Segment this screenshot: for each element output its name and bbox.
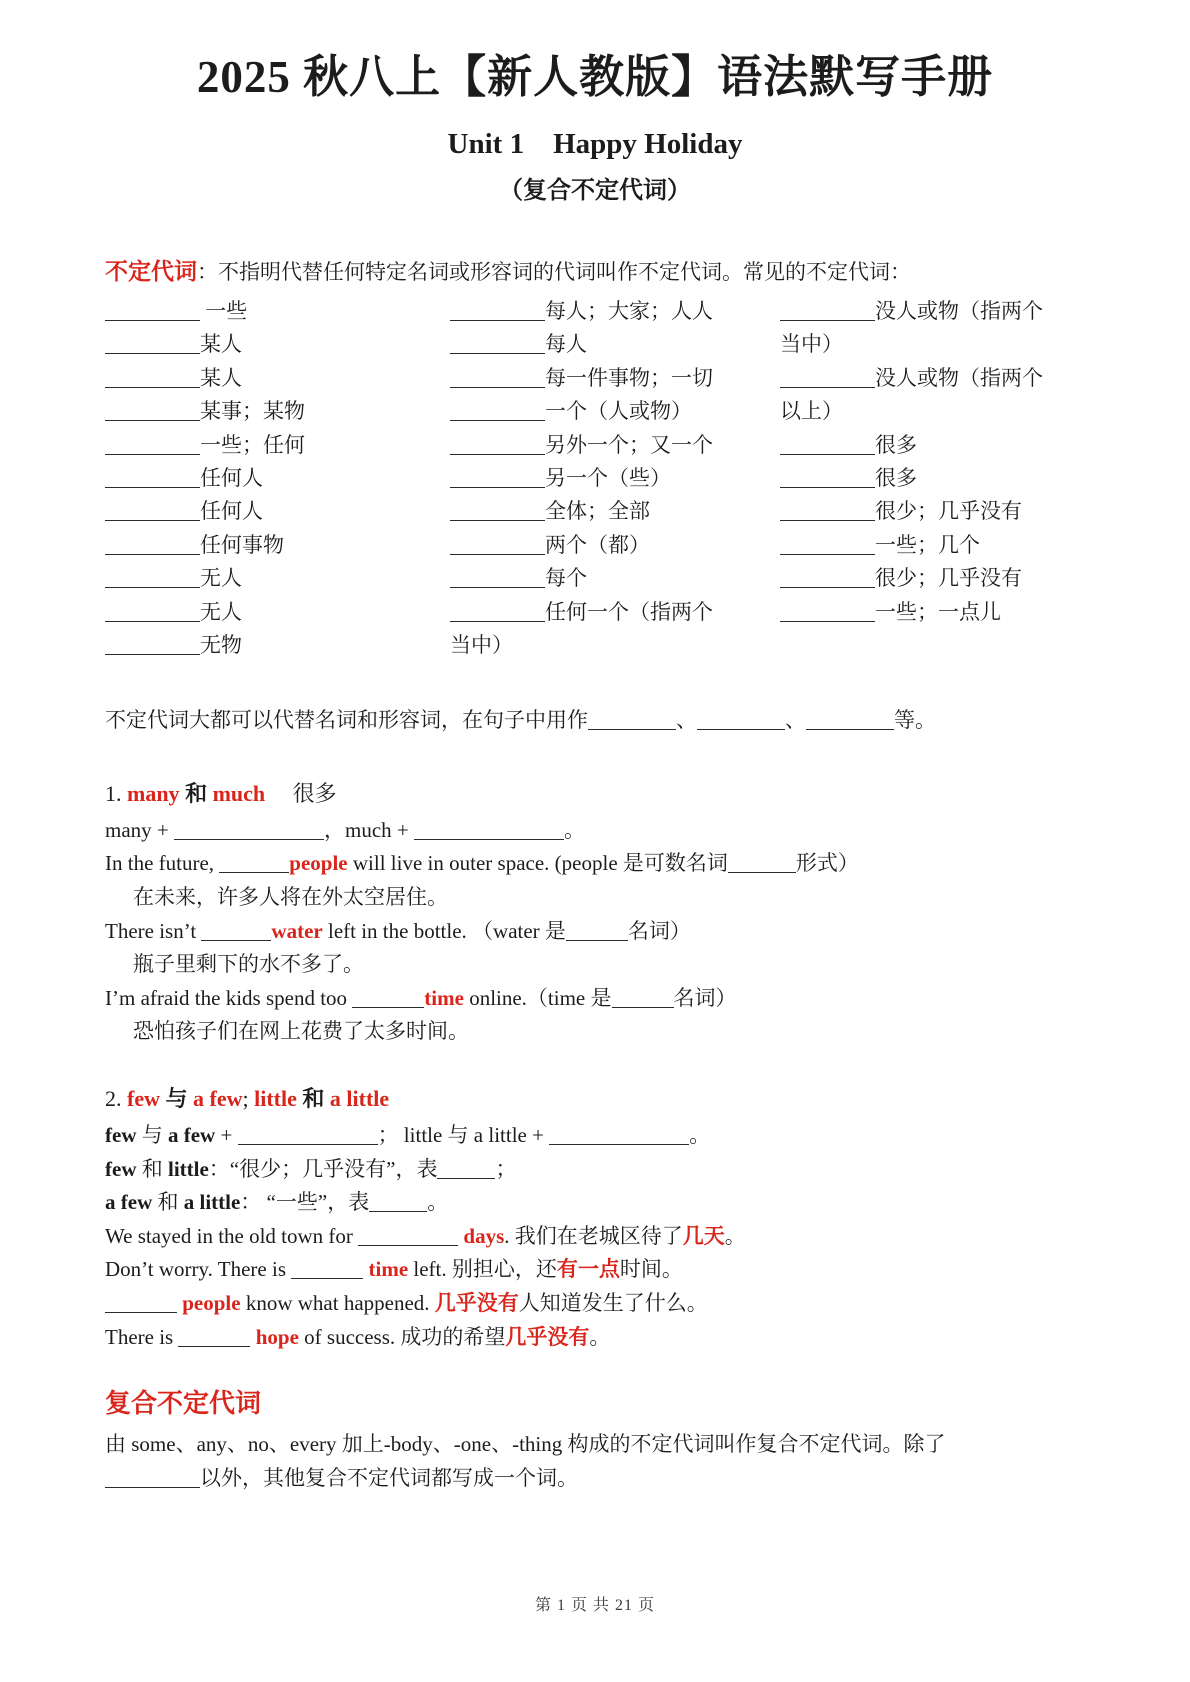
- text-run: 名词）: [673, 985, 737, 1010]
- pronoun-row: [450, 362, 780, 395]
- text-run: will live in outer space. (people 是可数名词: [347, 851, 728, 876]
- text-run: ；: [495, 1156, 517, 1181]
- page-footer: 第 1 页 共 21 页: [534, 1597, 655, 1614]
- blank-line: [105, 1311, 177, 1313]
- highlighted-word: water: [271, 918, 323, 943]
- pronoun-row: [780, 362, 1085, 395]
- highlighted-word: little: [254, 1086, 297, 1112]
- blank-line: [450, 453, 545, 455]
- blank-line: [219, 871, 289, 873]
- text-run: 人知道发生了什么。: [518, 1291, 708, 1316]
- blank-line: [105, 519, 200, 521]
- pronoun-meaning-label: 全体；全部: [545, 499, 650, 524]
- blank-line: [549, 1143, 689, 1145]
- text-run: a few: [167, 1123, 216, 1148]
- text-run: ： “一些”，表: [240, 1190, 370, 1215]
- text-run: 形式）: [795, 851, 859, 876]
- translation-line: [105, 881, 1085, 915]
- blank-line: [806, 728, 894, 730]
- pronoun-table: [105, 295, 1085, 662]
- text-run: 由 some、any、no、every 加上-body、-one、-thing 构成的不定代词叫作复合不定代词。除了: [105, 1432, 946, 1457]
- pronoun-meaning-label: 很多: [875, 465, 917, 490]
- pronoun-meaning-label: 任何人: [200, 465, 263, 490]
- text-run: +: [215, 1123, 238, 1148]
- blank-line: [369, 1210, 427, 1212]
- blank-line: [780, 519, 875, 521]
- pronoun-meaning-label: 以上）: [780, 399, 843, 424]
- pronoun-row: [105, 362, 450, 395]
- pronoun-row: [450, 462, 780, 495]
- text-run: . 我们在老城区待了: [504, 1223, 683, 1248]
- blank-line: [612, 1006, 674, 1008]
- text-run: 和: [152, 1190, 184, 1215]
- text-run: There isn’t: [105, 918, 202, 943]
- pronoun-meaning-label: 一个（人或物）: [545, 399, 692, 424]
- example-sentence: [105, 1220, 1085, 1254]
- blank-line: [105, 553, 200, 555]
- blank-line: [238, 1143, 378, 1145]
- pronoun-row: [105, 462, 450, 495]
- pronoun-meaning-label: 每人: [545, 332, 587, 357]
- pronoun-meaning-label: 没人或物（指两个: [875, 365, 1043, 390]
- pronoun-row: [105, 495, 450, 528]
- highlighted-word: 几乎没有: [505, 1324, 590, 1349]
- text-run: few: [105, 1123, 137, 1148]
- example-sentence: [105, 1287, 1085, 1321]
- blank-line: [105, 653, 200, 655]
- pronoun-row: [105, 596, 450, 629]
- pronoun-meaning-label: 一些；几个: [875, 532, 980, 557]
- text-run: There is: [105, 1324, 179, 1349]
- pronoun-meaning-label: 一些；一点儿: [875, 599, 1001, 624]
- text-run: I’m afraid the kids spend too: [105, 985, 353, 1010]
- blank-line: [450, 553, 545, 555]
- blank-line: [105, 453, 200, 455]
- pronoun-row: [450, 395, 780, 428]
- pronoun-column-3: [780, 295, 1085, 662]
- pronoun-row: [780, 328, 1085, 361]
- blank-line: [450, 586, 545, 588]
- example-sentence: [105, 1321, 1085, 1355]
- pronoun-row: [105, 629, 450, 662]
- highlighted-word: time: [368, 1257, 409, 1282]
- highlighted-word: a little: [329, 1086, 390, 1112]
- text-run: 。: [589, 1324, 611, 1349]
- pronoun-meaning-label: 很少；几乎没有: [875, 566, 1022, 591]
- text-run: 2.: [105, 1086, 127, 1112]
- pronoun-column-1: [105, 295, 450, 662]
- pronoun-meaning-label: 无物: [200, 632, 242, 657]
- example-sentence: [105, 982, 1085, 1016]
- pronoun-row: [450, 562, 780, 595]
- text-run: We stayed in the old town for: [105, 1223, 359, 1248]
- blank-line: [728, 871, 796, 873]
- pronoun-meaning-label: 任何人: [200, 499, 263, 524]
- blank-line: [450, 519, 545, 521]
- text-run: ； little 与 a little +: [377, 1123, 550, 1148]
- pronoun-meaning-label: 两个（都）: [545, 532, 650, 557]
- text-run: 恐怕孩子们在网上花费了太多时间。: [133, 1019, 469, 1044]
- grammar-rule-line: [105, 1153, 1085, 1187]
- text-run: of success. 成功的希望: [298, 1324, 506, 1349]
- text-run: left in the bottle. （water 是: [322, 918, 566, 943]
- highlighted-word: 几天: [682, 1223, 725, 1248]
- pronoun-meaning-label: 每个: [545, 566, 587, 591]
- highlighted-word: much: [212, 780, 266, 806]
- pronoun-meaning-label: 另外一个；又一个: [545, 432, 713, 457]
- blank-line: [780, 319, 875, 321]
- text-run: In the future,: [105, 851, 220, 876]
- blank-line: [450, 352, 545, 354]
- highlighted-word: time: [424, 985, 464, 1010]
- pronoun-row: [450, 295, 780, 328]
- pronoun-meaning-label: 一些；任何: [200, 432, 305, 457]
- summary-line: [105, 704, 1085, 738]
- pronoun-row: [450, 328, 780, 361]
- pronoun-row: [780, 395, 1085, 428]
- intro-paragraph: [105, 254, 1085, 289]
- pronoun-row: [780, 462, 1085, 495]
- example-sentence: [105, 915, 1085, 949]
- text-run: 。: [724, 1223, 746, 1248]
- pronoun-meaning-label: 没人或物（指两个: [875, 299, 1043, 323]
- pronoun-row: [780, 295, 1085, 328]
- pronoun-row: [450, 495, 780, 528]
- blank-line: [450, 319, 545, 321]
- text-run: 很多: [265, 780, 337, 806]
- translation-line: [105, 948, 1085, 982]
- blank-line: [450, 386, 545, 388]
- grammar-rule-line: [105, 1186, 1085, 1220]
- intro-text: ：不指明代替任何特定名词或形容词的代词叫作不定代词。常见的不定代词：: [197, 260, 911, 284]
- text-run: 瓶子里剩下的水不多了。: [133, 952, 364, 977]
- pronoun-row: [105, 529, 450, 562]
- translation-line: [105, 1015, 1085, 1049]
- document-title: 2025 秋八上【新人教版】语法默写手册: [196, 52, 994, 102]
- pronoun-meaning-label: 某事；某物: [200, 399, 305, 424]
- blank-line: [450, 620, 545, 622]
- pronoun-meaning-label: 很少；几乎没有: [875, 499, 1022, 524]
- blank-line: [780, 486, 875, 488]
- highlighted-word: a few: [193, 1086, 243, 1112]
- pronoun-row: [450, 429, 780, 462]
- pronoun-row: [105, 328, 450, 361]
- pronoun-meaning-label: 当中）: [450, 632, 513, 657]
- text-run: 。: [689, 1123, 711, 1148]
- blank-line: [105, 419, 200, 421]
- text-run: know what happened.: [240, 1291, 435, 1316]
- highlighted-word: few: [127, 1086, 160, 1112]
- blank-line: [105, 386, 200, 388]
- pronoun-meaning-label: 无人: [200, 566, 242, 591]
- pronoun-meaning-label: 无人: [200, 599, 242, 624]
- pronoun-meaning-label: 很多: [875, 432, 917, 457]
- blank-line: [780, 553, 875, 555]
- text-run: few: [105, 1156, 137, 1181]
- section-2-heading: [105, 1081, 1085, 1117]
- text-run: 在未来，许多人将在外太空居住。: [133, 885, 448, 910]
- blank-line: [697, 728, 785, 730]
- blank-line: [450, 419, 545, 421]
- blank-line: [358, 1244, 458, 1246]
- highlighted-word: days: [463, 1223, 505, 1248]
- section-many-much: [105, 776, 1085, 1049]
- text-run: 名词）: [627, 918, 691, 943]
- blank-line: [105, 620, 200, 622]
- text-run: Don’t worry. There is: [105, 1257, 292, 1282]
- text-run: 。: [427, 1190, 449, 1215]
- section-few-little: [105, 1081, 1085, 1354]
- text-run: ，much +: [324, 817, 414, 842]
- text-run: ;: [242, 1086, 255, 1112]
- section-3-heading: 复合不定代词: [105, 1388, 262, 1419]
- pronoun-column-2: [450, 295, 780, 662]
- blank-line: [105, 1486, 200, 1488]
- pronoun-row: [105, 395, 450, 428]
- blank-line: [780, 386, 875, 388]
- pronoun-row: [105, 562, 450, 595]
- blank-line: [178, 1345, 250, 1347]
- blank-line: [450, 486, 545, 488]
- blank-line: [105, 486, 200, 488]
- pronoun-meaning-label: 任何事物: [200, 532, 284, 557]
- pronoun-meaning-label: 当中）: [780, 332, 843, 357]
- text-run: 和: [179, 780, 213, 806]
- intro-lead: 不定代词: [105, 258, 197, 284]
- rule-paragraph-line: [105, 1462, 1085, 1496]
- blank-line: [437, 1177, 495, 1179]
- text-run: 和: [136, 1156, 168, 1181]
- section-1-heading: [105, 776, 1085, 812]
- pronoun-meaning-label: 任何一个（指两个: [545, 599, 713, 624]
- blank-line: [174, 838, 324, 840]
- pronoun-row: [780, 562, 1085, 595]
- text-run: left. 别担心，还: [408, 1257, 557, 1282]
- pronoun-row: [105, 429, 450, 462]
- pronoun-row: [450, 629, 780, 662]
- text-run: a few: [105, 1190, 153, 1215]
- text-run: 以外，其他复合不定代词都写成一个词。: [200, 1465, 578, 1490]
- blank-line: [291, 1277, 363, 1279]
- section-compound-pronouns: [105, 1384, 1085, 1495]
- pronoun-meaning-label: 一些: [200, 299, 248, 323]
- blank-line: [588, 728, 676, 730]
- pronoun-row: [780, 495, 1085, 528]
- blank-line: [780, 620, 875, 622]
- highlighted-word: 几乎没有: [434, 1291, 519, 1316]
- blank-line: [780, 453, 875, 455]
- pronoun-row: [450, 529, 780, 562]
- text-run: 和: [296, 1086, 330, 1112]
- highlighted-word: many: [127, 780, 180, 806]
- text-run: 与: [136, 1123, 168, 1148]
- blank-line: [566, 939, 628, 941]
- blank-line: [352, 1006, 424, 1008]
- text-run: online.（time 是: [463, 985, 612, 1010]
- unit-title: Unit 1 Happy Holiday: [447, 128, 743, 160]
- pronoun-meaning-label: 另一个（些）: [545, 465, 671, 490]
- pronoun-row: [450, 596, 780, 629]
- blank-line: [201, 939, 271, 941]
- highlighted-word: 有一点: [556, 1257, 620, 1282]
- grammar-rule-line: [105, 1119, 1085, 1153]
- blank-line: [105, 319, 200, 321]
- text-run: many +: [105, 817, 174, 842]
- text-run: 与: [159, 1086, 193, 1112]
- blank-line: [414, 838, 564, 840]
- grammar-rule-line: [105, 814, 1085, 848]
- text-run: 、: [785, 708, 806, 733]
- highlighted-word: people: [289, 851, 348, 876]
- text-run: 1.: [105, 780, 127, 806]
- text-run: a little: [183, 1190, 241, 1215]
- text-run: ：“很少；几乎没有”，表: [208, 1156, 438, 1181]
- pronoun-meaning-label: 某人: [200, 365, 242, 390]
- pronoun-row: [780, 596, 1085, 629]
- example-sentence: [105, 1253, 1085, 1287]
- text-run: 不定代词大都可以代替名词和形容词，在句子中用作: [105, 708, 588, 733]
- pronoun-meaning-label: 每人；大家；人人: [545, 299, 713, 323]
- topic-subtitle: （复合不定代词）: [499, 177, 691, 204]
- text-run: little: [167, 1156, 209, 1181]
- pronoun-row: [105, 295, 450, 328]
- text-run: 、: [676, 708, 697, 733]
- text-run: 时间。: [619, 1257, 683, 1282]
- text-run: 。: [564, 817, 585, 842]
- pronoun-meaning-label: 每一件事物；一切: [545, 365, 713, 390]
- blank-line: [105, 586, 200, 588]
- text-run: 等。: [894, 708, 936, 733]
- rule-paragraph-line: [105, 1428, 1085, 1462]
- highlighted-word: people: [182, 1291, 241, 1316]
- example-sentence: [105, 847, 1085, 881]
- blank-line: [780, 586, 875, 588]
- highlighted-word: hope: [255, 1324, 299, 1349]
- pronoun-meaning-label: 某人: [200, 332, 242, 357]
- blank-line: [105, 352, 200, 354]
- pronoun-row: [780, 429, 1085, 462]
- pronoun-row: [780, 529, 1085, 562]
